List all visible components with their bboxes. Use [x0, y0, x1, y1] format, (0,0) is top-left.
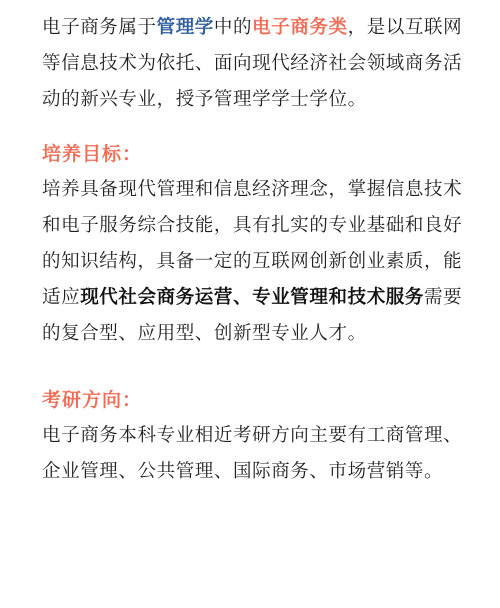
intro-text-2: 中的	[213, 17, 253, 38]
study-paragraph: 电子商务本科专业相近考研方向主要有工商管理、企业管理、公共管理、国际商务、市场营销等。	[42, 425, 463, 482]
goal-text-1: 培养具备现代管理和信息经济理念，掌握信息技术和电子服务综合技能，具有扎实的专业基础和良好的知识结构，具备一定的互联网创新创业素质，能适应	[42, 179, 463, 308]
intro-paragraph	[42, 10, 480, 118]
study-heading: 考研方向：	[42, 389, 143, 411]
goal-bold-text: 现代社会商务运营、专业管理和技术服务	[80, 287, 425, 308]
intro-text-3: ，是以互联网等信息技术为依托、面向现代经济社会领域商务活动的新兴专业，授予管理学学士学位。	[42, 17, 463, 110]
highlight-management: 管理学	[156, 17, 214, 38]
highlight-ecommerce-category: 电子商务类	[252, 17, 348, 38]
intro-text-1: 电子商务属于	[42, 17, 157, 38]
goal-heading: 培养目标：	[42, 143, 143, 165]
goal-text-2: 需要的复合型、应用型、创新型专业人才。	[42, 287, 463, 344]
goal-paragraph	[42, 172, 480, 352]
